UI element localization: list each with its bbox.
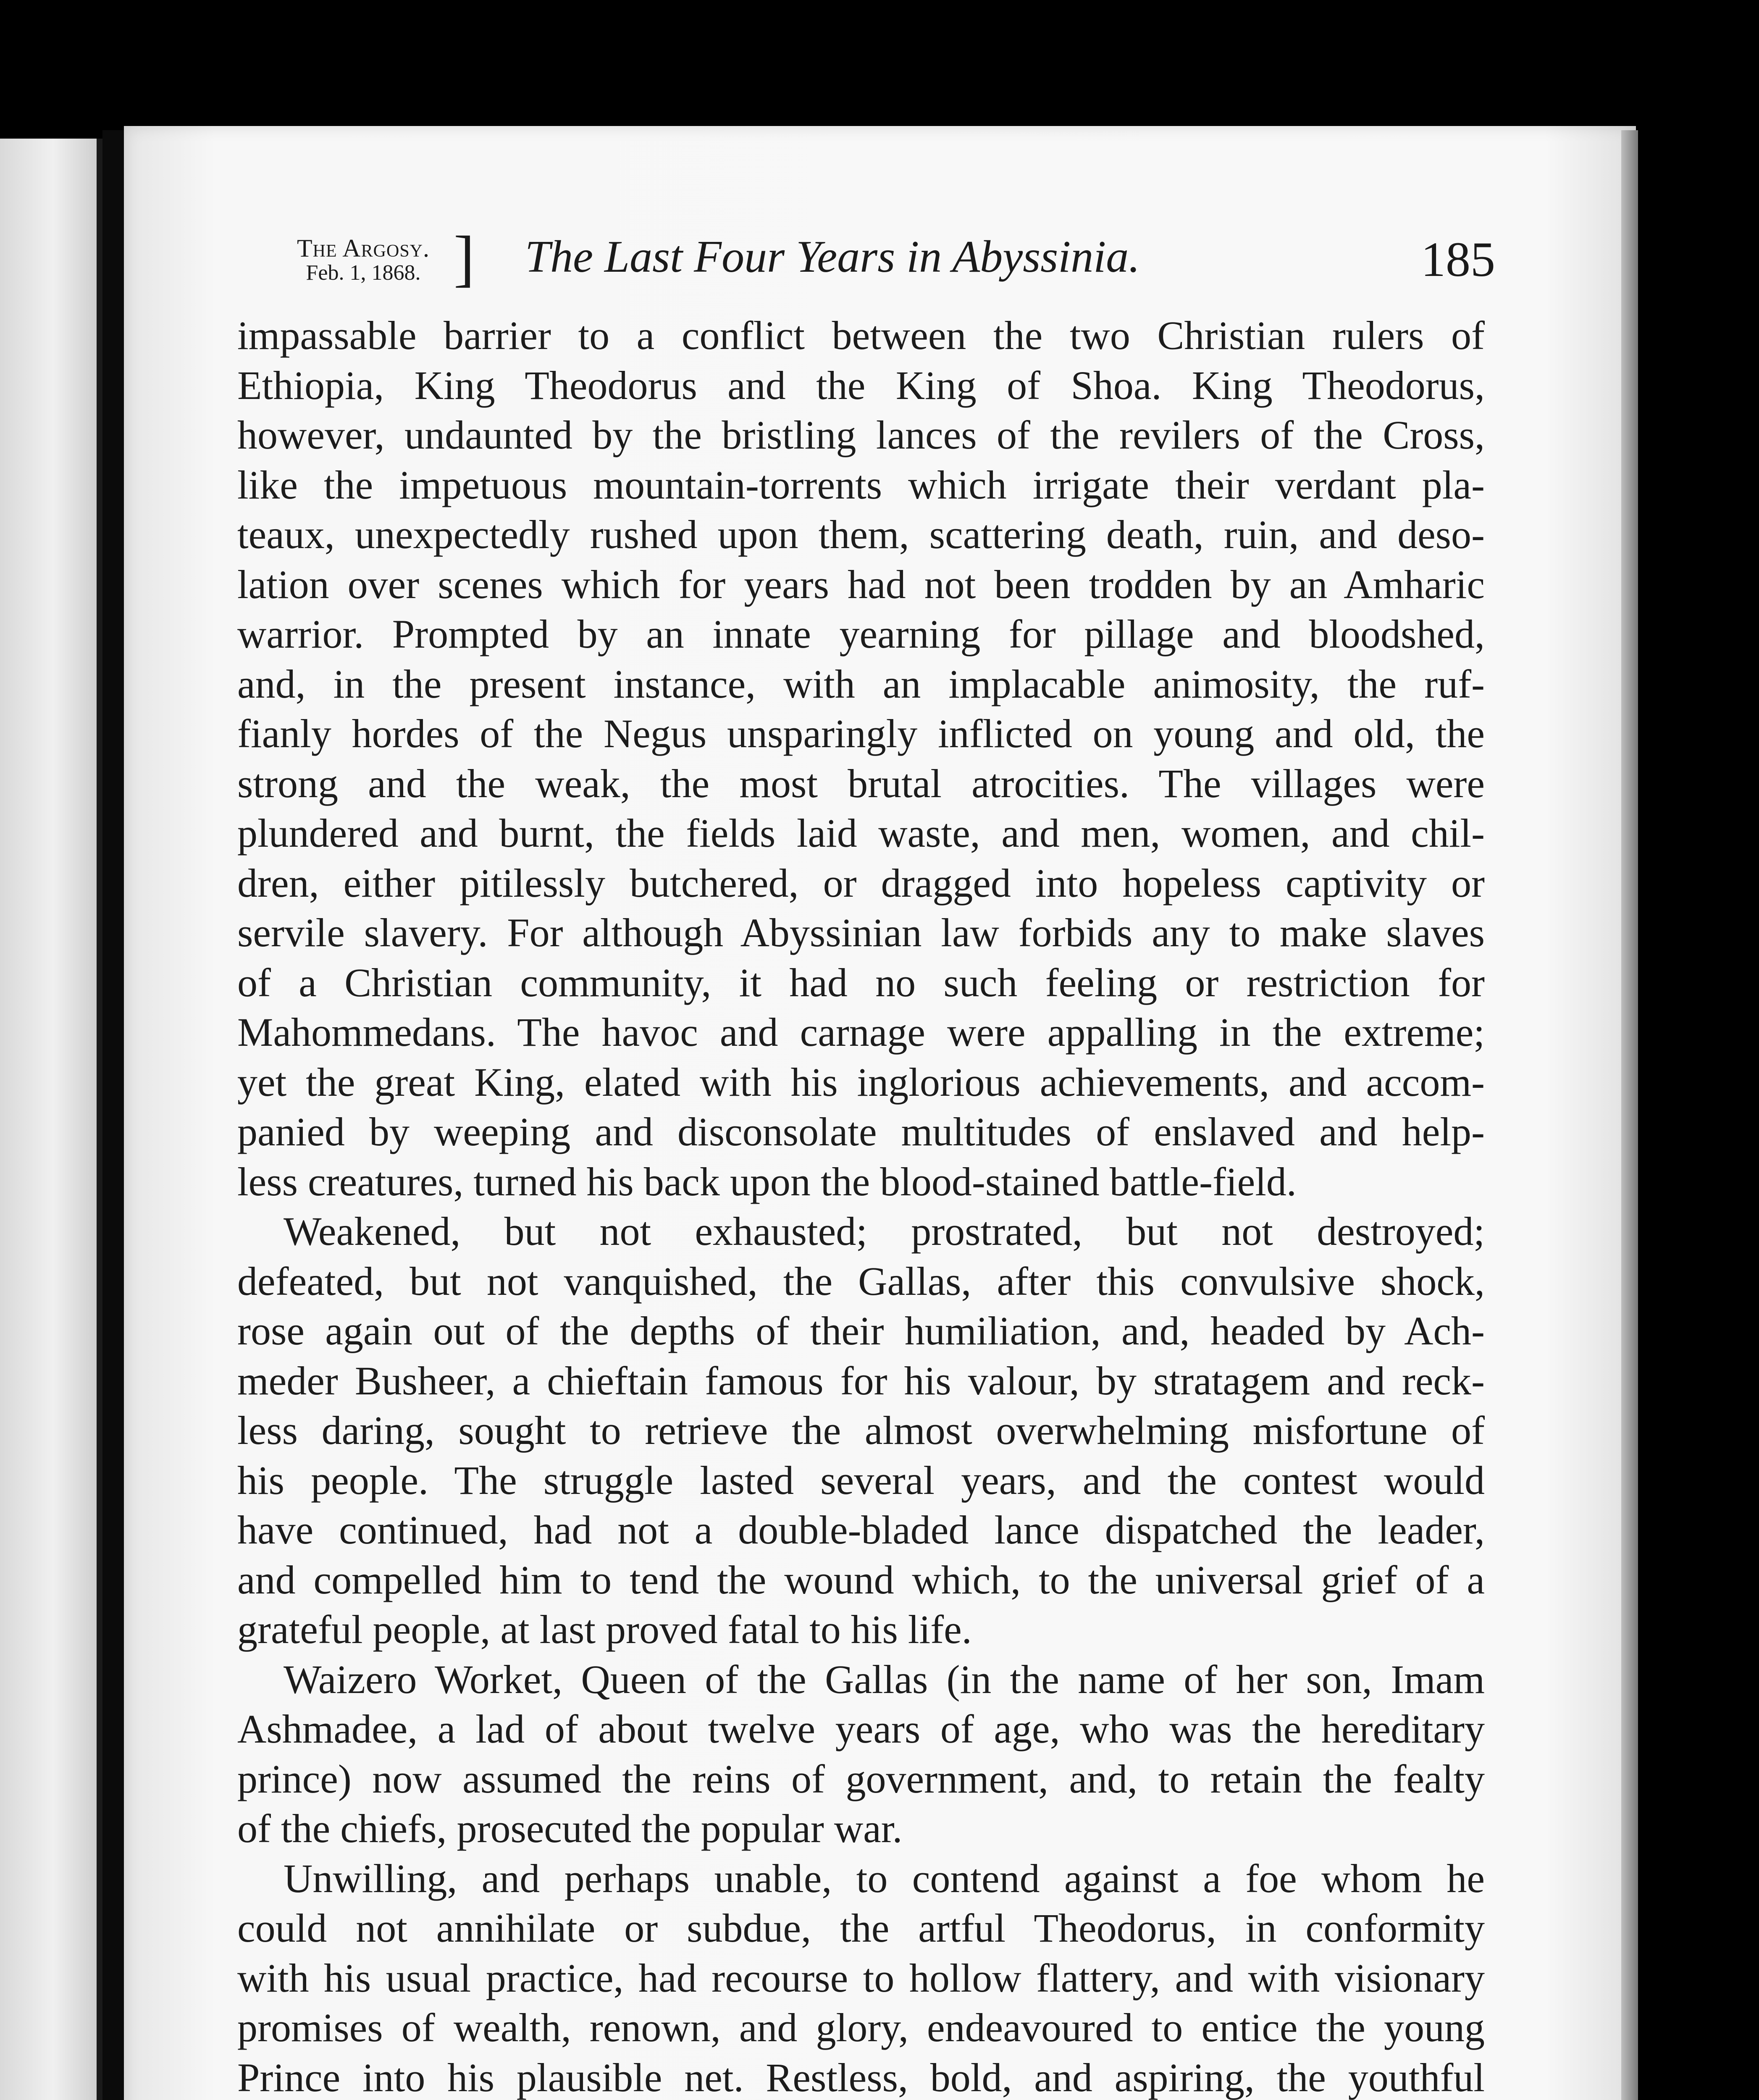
text-line: promises of wealth, renown, and glory, endeavoured to entice the young: [237, 2005, 1485, 2050]
text-line: Ethiopia, King Theodorus and the King of Shoa. King Theodorus,: [237, 362, 1485, 408]
text-line: with his usual practice, had recourse to hollow flattery, and with visionary: [237, 1955, 1485, 2000]
running-head: [265, 235, 462, 285]
text-line: and, in the present instance, with an implacable animosity, the ruf-: [237, 661, 1485, 706]
page-header: [265, 223, 1495, 311]
text-line: his people. The struggle lasted several years, and the contest would: [237, 1457, 1485, 1503]
text-line: less creatures, turned his back upon the blood-stained battle-field.: [237, 1159, 1297, 1204]
text-line: of the chiefs, prosecuted the popular war.: [237, 1806, 903, 1851]
text-line: plundered and burnt, the fields laid waste, and men, women, and chil-: [237, 811, 1485, 856]
running-head-bracket: ]: [454, 223, 475, 293]
text-line: Prince into his plausible net. Restless, bold, and aspiring, the youthful: [237, 2055, 1485, 2100]
text-line: rose again out of the depths of their humiliation, and, headed by Ach-: [237, 1308, 1485, 1353]
text-line: servile slavery. For although Abyssinian law forbids any to make slaves: [237, 910, 1485, 955]
text-line: grateful people, at last proved fatal to his life.: [237, 1607, 972, 1652]
text-line: lation over scenes which for years had not been trodden by an Amharic: [237, 562, 1485, 607]
body-text: [237, 311, 1485, 2100]
text-line: of a Christian community, it had no such feeling or restriction for: [237, 960, 1485, 1005]
text-line: Weakened, but not exhausted; prostrated, but not destroyed;: [284, 1209, 1485, 1254]
text-line: Mahommedans. The havoc and carnage were appalling in the extreme;: [237, 1010, 1485, 1055]
article-title: The Last Four Years in Abyssinia.: [525, 232, 1140, 282]
text-line: impassable barrier to a conflict between the two Christian rulers of: [237, 313, 1485, 358]
text-line: like the impetuous mountain-torrents which irrigate their verdant pla-: [237, 462, 1485, 507]
page-right-edge: [1621, 130, 1638, 2100]
page-number: 185: [1421, 232, 1495, 287]
text-line: and compelled him to tend the wound which, to the universal grief of a: [237, 1557, 1485, 1602]
text-line: strong and the weak, the most brutal atrocities. The villages were: [237, 761, 1485, 806]
text-line: Ashmadee, a lad of about twelve years of age, who was the hereditary: [237, 1706, 1485, 1751]
text-line: Waizero Worket, Queen of the Gallas (in the name of her son, Imam: [284, 1656, 1485, 1702]
previous-page-edge: [0, 139, 102, 2100]
text-line: Unwilling, and perhaps unable, to contend against a foe whom he: [284, 1856, 1485, 1901]
text-line: prince) now assumed the reins of government, and, to retain the fealty: [237, 1756, 1485, 1801]
text-line: warrior. Prompted by an innate yearning for pillage and bloodshed,: [237, 612, 1485, 656]
text-line: defeated, but not vanquished, the Gallas, after this convulsive shock,: [237, 1258, 1485, 1304]
text-line: dren, either pitilessly butchered, or dragged into hopeless captivity or: [237, 860, 1485, 906]
text-line: however, undaunted by the bristling lances of the revilers of the Cross,: [237, 412, 1485, 457]
issue-date: Feb. 1, 1868.: [306, 261, 421, 285]
text-line: fianly hordes of the Negus unsparingly inflicted on young and old, the: [237, 711, 1485, 756]
text-line: yet the great King, elated with his inglorious achievements, and accom-: [237, 1059, 1485, 1105]
journal-name: The Argosy.: [297, 234, 430, 262]
text-line: teaux, unexpectedly rushed upon them, scattering death, ruin, and deso-: [237, 512, 1485, 557]
text-line: panied by weeping and disconsolate multitudes of enslaved and help-: [237, 1109, 1485, 1154]
text-line: could not annihilate or subdue, the artful Theodorus, in conformity: [237, 1906, 1485, 1950]
text-line: less daring, sought to retrieve the almost overwhelming misfortune of: [237, 1408, 1485, 1453]
text-line: meder Busheer, a chieftain famous for his valour, by stratagem and reck-: [237, 1358, 1485, 1403]
text-line: have continued, had not a double-bladed lance dispatched the leader,: [237, 1507, 1485, 1552]
